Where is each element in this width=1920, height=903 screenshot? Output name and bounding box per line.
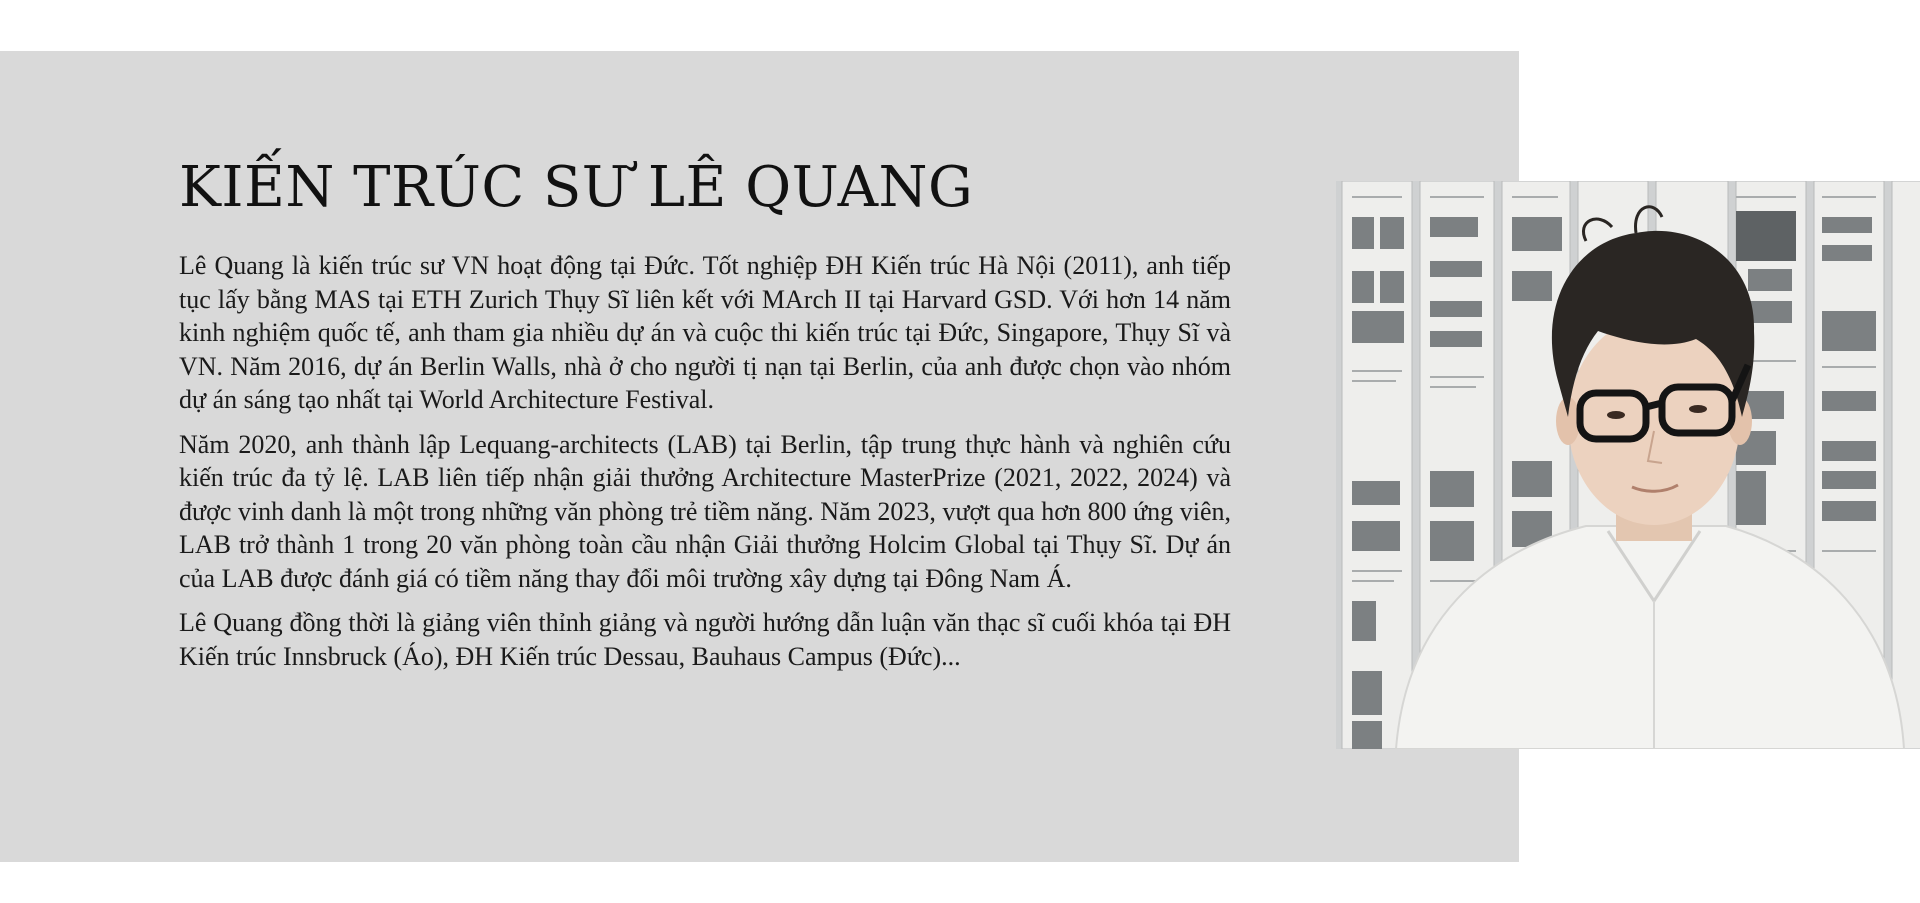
article-body bbox=[179, 249, 1231, 684]
paragraph-1: Lê Quang là kiến trúc sư VN hoạt động tại Đức. Tốt nghiệp ĐH Kiến trúc Hà Nội (2011), anh tiếp tục lấy bằng MAS tại ETH Zurich Thụy Sĩ liên kết với MArch II tại Harvard GSD. Với hơn 14 năm kinh nghiệm quốc tế, anh tham gia nhiều dự án và cuộc thi kiến trúc tại Đức, Singapore, Thụy Sĩ và VN. Năm 2016, dự án Berlin Walls, nhà ở cho người tị nạn tại Berlin, của anh được chọn vào nhóm dự án sáng tạo nhất tại World Architecture Festival. bbox=[179, 251, 1231, 414]
article-title: KIẾN TRÚC SƯ LÊ QUANG bbox=[179, 155, 974, 220]
paragraph-3: Lê Quang đồng thời là giảng viên thỉnh giảng và người hướng dẫn luận văn thạc sĩ cuối khóa tại ĐH Kiến trúc Innsbruck (Áo), ĐH Kiến trúc Dessau, Bauhaus Campus (Đức)... bbox=[179, 608, 1231, 671]
paragraph-2: Năm 2020, anh thành lập Lequang-architects (LAB) tại Berlin, tập trung thực hành và nghiên cứu kiến trúc đa tỷ lệ. LAB liên tiếp nhận giải thưởng Architecture MasterPrize (2021, 2022, 2024) và được vinh danh là một trong những văn phòng trẻ tiềm năng. Năm 2023, vượt qua hơn 800 ứng viên, LAB trở thành 1 trong 20 văn phòng toàn cầu nhận Giải thưởng Holcim Global tại Thụy Sĩ. Dự án của LAB được đánh giá có tiềm năng thay đổi môi trường xây dựng tại Đông Nam Á. bbox=[179, 429, 1231, 593]
portrait-photo bbox=[1336, 181, 1920, 749]
